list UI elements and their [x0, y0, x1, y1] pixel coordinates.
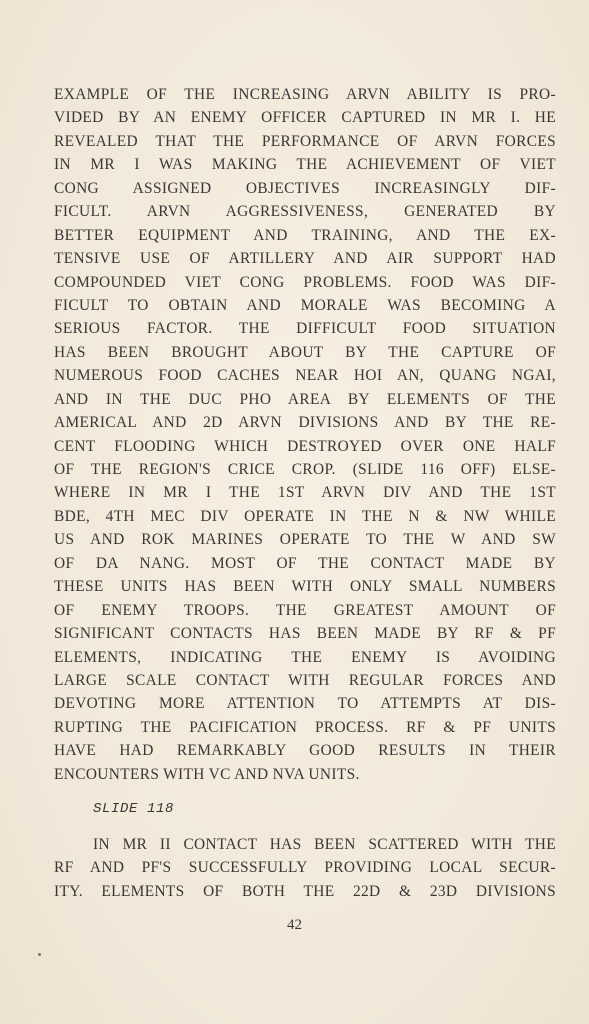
text-line: REVEALED THAT THE PERFORMANCE OF ARVN FORCES — [54, 132, 556, 150]
text-line: CONG ASSIGNED OBJECTIVES INCREASINGLY DIF- — [54, 179, 556, 197]
paper-speck — [38, 953, 41, 956]
text-line: SIGNIFICANT CONTACTS HAS BEEN MADE BY RF & PF — [54, 625, 556, 643]
text-line: BDE, 4TH MEC DIV OPERATE IN THE N & NW WHILE — [54, 507, 556, 525]
text-line: ELEMENTS, INDICATING THE ENEMY IS AVOIDING — [54, 648, 556, 666]
text-line: RUPTING THE PACIFICATION PROCESS. RF & PF UNITS — [54, 718, 556, 736]
text-line: NUMEROUS FOOD CACHES NEAR HOI AN, QUANG NGAI, — [54, 367, 556, 385]
text-line: EXAMPLE OF THE INCREASING ARVN ABILITY IS PRO- — [54, 86, 556, 103]
text-line: CENT FLOODING WHICH DESTROYED OVER ONE HALF — [54, 437, 556, 455]
text-line: WHERE IN MR I THE 1ST ARVN DIV AND THE 1ST — [54, 484, 556, 502]
body-paragraph-2 — [54, 833, 556, 903]
text-line: SERIOUS FACTOR. THE DIFFICULT FOOD SITUATION — [54, 320, 556, 338]
text-line: IN MR II CONTACT HAS BEEN SCATTERED WITH THE — [93, 836, 556, 853]
text-line: ENCOUNTERS WITH VC AND NVA UNITS. — [54, 765, 360, 783]
text-line: HAVE HAD REMARKABLY GOOD RESULTS IN THEIR — [54, 742, 556, 760]
text-line: HAS BEEN BROUGHT ABOUT BY THE CAPTURE OF — [54, 343, 556, 361]
text-line: VIDED BY AN ENEMY OFFICER CAPTURED IN MR I. HE — [54, 109, 556, 127]
text-line: BETTER EQUIPMENT AND TRAINING, AND THE EX- — [54, 226, 556, 244]
text-line: DEVOTING MORE ATTENTION TO ATTEMPTS AT DIS- — [54, 695, 556, 713]
text-line: COMPOUNDED VIET CONG PROBLEMS. FOOD WAS DIF- — [54, 273, 556, 291]
text-line: AND IN THE DUC PHO AREA BY ELEMENTS OF THE — [54, 390, 556, 408]
text-line: FICULT. ARVN AGGRESSIVENESS, GENERATED BY — [54, 203, 556, 221]
text-line: OF ENEMY TROOPS. THE GREATEST AMOUNT OF — [54, 601, 556, 619]
text-line: RF AND PF'S SUCCESSFULLY PROVIDING LOCAL SECUR- — [54, 859, 556, 877]
slide-label: SLIDE 118 — [93, 801, 175, 817]
text-line: FICULT TO OBTAIN AND MORALE WAS BECOMING A — [54, 296, 556, 314]
text-line: AMERICAL AND 2D ARVN DIVISIONS AND BY THE RE- — [54, 414, 556, 432]
body-paragraph-1 — [54, 83, 556, 786]
text-line: LARGE SCALE CONTACT WITH REGULAR FORCES AND — [54, 671, 556, 689]
text-line: ITY. ELEMENTS OF BOTH THE 22D & 23D DIVISIONS — [54, 882, 556, 900]
page-number: 42 — [287, 917, 302, 933]
text-line: TENSIVE USE OF ARTILLERY AND AIR SUPPORT HAD — [54, 250, 556, 268]
text-line: OF THE REGION'S CRICE CROP. (SLIDE 116 OFF) ELSE- — [54, 461, 556, 478]
text-line: IN MR I WAS MAKING THE ACHIEVEMENT OF VIET — [54, 156, 556, 174]
text-line: OF DA NANG. MOST OF THE CONTACT MADE BY — [54, 554, 556, 572]
text-line: THESE UNITS HAS BEEN WITH ONLY SMALL NUMBERS — [54, 578, 556, 596]
text-line: US AND ROK MARINES OPERATE TO THE W AND SW — [54, 531, 556, 549]
